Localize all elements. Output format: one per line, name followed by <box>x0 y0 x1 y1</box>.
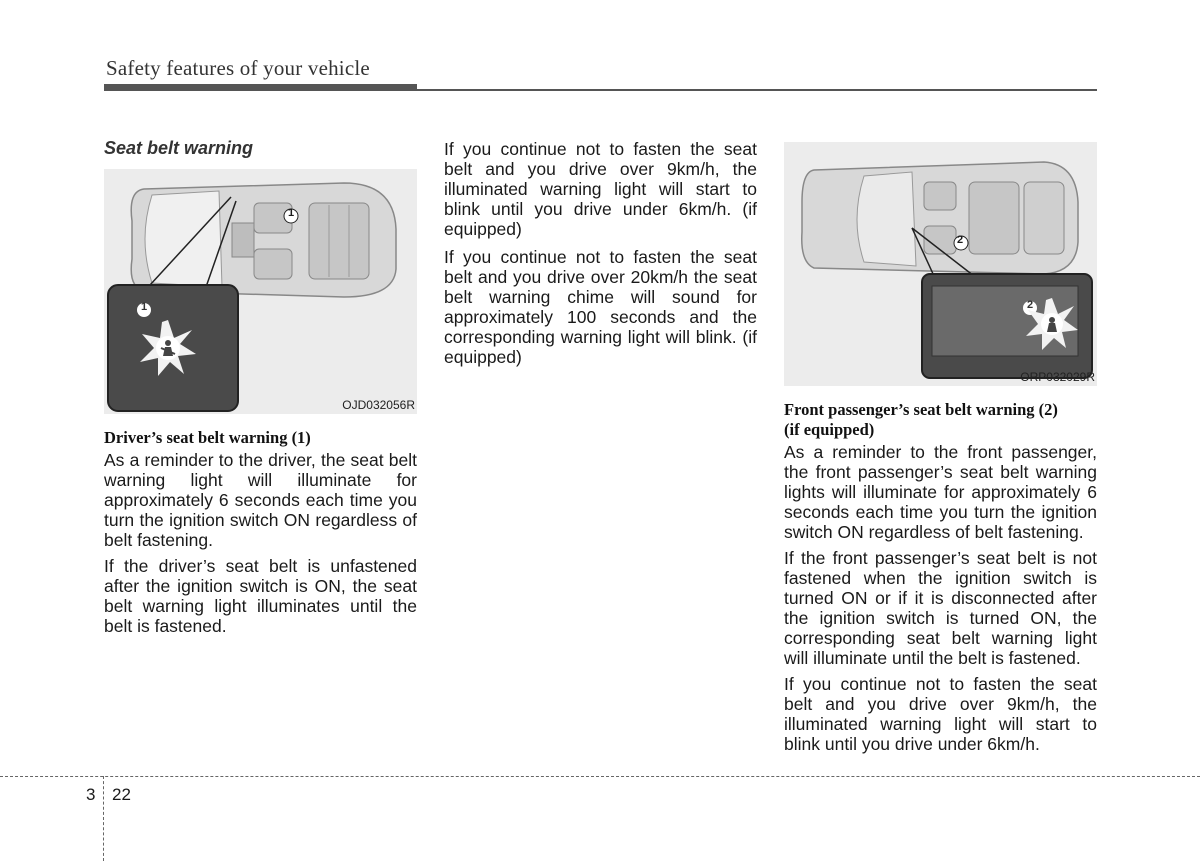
figure-code: OJD032056R <box>342 398 415 412</box>
passenger-warning-heading-line1: Front passenger’s seat belt warning (2) <box>784 400 1058 419</box>
column-right <box>784 142 1097 760</box>
passenger-warning-heading-line2: (if equipped) <box>784 420 875 439</box>
footer-divider <box>0 776 1200 777</box>
footer-divider-vertical <box>103 776 104 861</box>
driver-warning-heading: Driver’s seat belt warning (1) <box>104 428 311 447</box>
paragraph: As a reminder to the driver, the seat belt warning light will illuminate for approximately 6 seconds each time you turn the ignition switch ON regardless of belt fastening. <box>104 450 417 550</box>
column-middle <box>444 139 757 375</box>
driver-seatbelt-figure <box>104 169 417 414</box>
passenger-warning-heading <box>784 400 1097 440</box>
paragraph: If you continue not to fasten the seat belt and you drive over 20km/h the seat belt warning chime will sound for approximately 100 seconds and the corresponding warning light will blink. (if equipped) <box>444 247 757 367</box>
callout-number-1: 1 <box>288 207 295 219</box>
section-title: Seat belt warning <box>104 138 254 158</box>
column-left <box>104 138 417 642</box>
page-number: 22 <box>112 785 131 804</box>
paragraph: If the front passenger’s seat belt is not fastened when the ignition switch is turned ON or if it is disconnected after the ignition switch is turned ON, the corresponding seat belt warning light will illuminate until the belt is fastened. <box>784 548 1097 668</box>
paragraph: If you continue not to fasten the seat belt and you drive over 9km/h, the illuminated warning light will start to blink until you drive under 6km/h. (if equipped) <box>444 139 757 239</box>
callout-number-2: 2 <box>957 234 964 246</box>
page-header-title: Safety features of your vehicle <box>106 56 370 80</box>
car-top-view-illustration <box>104 169 417 414</box>
chapter-number: 3 <box>86 785 96 804</box>
header-rule <box>104 89 1097 91</box>
inset-callout-number-2: 2 <box>1027 299 1034 311</box>
car-top-view-illustration <box>784 142 1097 386</box>
paragraph: If you continue not to fasten the seat belt and you drive over 9km/h, the illuminated warning light will start to blink until you drive under 6km/h. <box>784 674 1097 754</box>
paragraph: As a reminder to the front passenger, the front passenger’s seat belt warning lights will illuminate for approximately 6 seconds each time you turn the ignition switch ON regardless of belt fastening. <box>784 442 1097 542</box>
paragraph: If the driver’s seat belt is unfastened after the ignition switch is ON, the seat belt warning light illuminates until the belt is fastened. <box>104 556 417 636</box>
figure-code: ORP032029R <box>1020 370 1095 384</box>
passenger-seatbelt-figure <box>784 142 1097 386</box>
inset-callout-number-1: 1 <box>141 301 148 313</box>
